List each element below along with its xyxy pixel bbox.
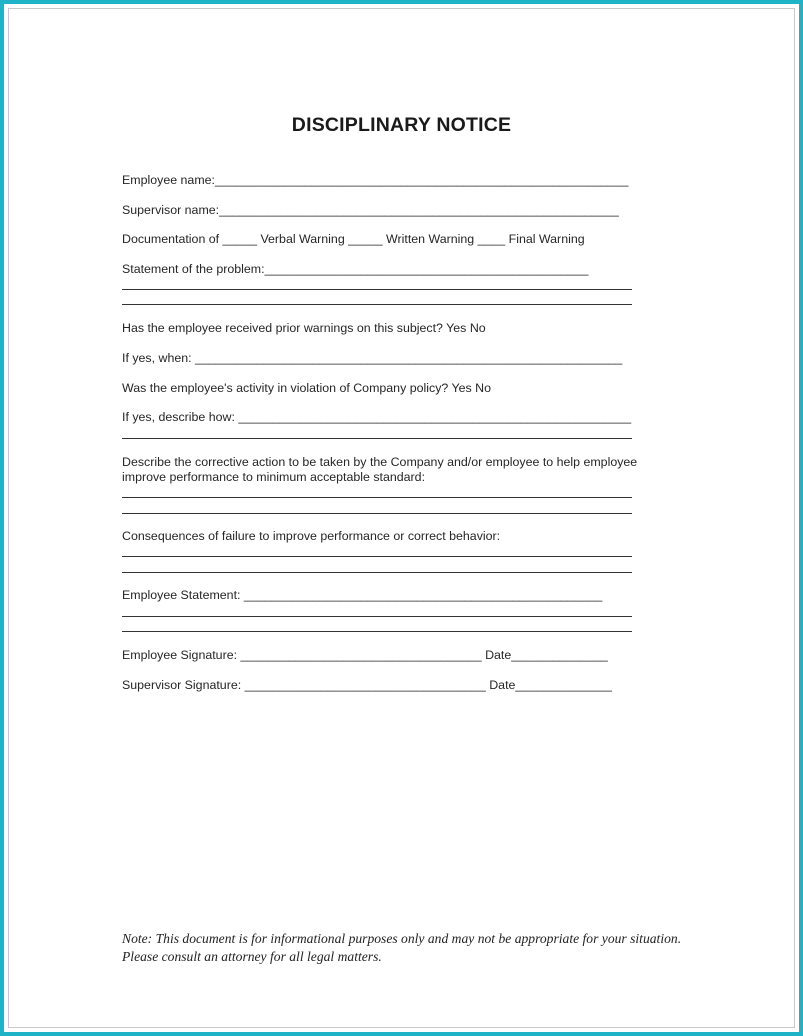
page-inner-border <box>8 8 795 1028</box>
corrective-action-rule-2 <box>122 513 632 514</box>
consequences-label: Consequences of failure to improve performance or correct behavior: <box>122 529 501 543</box>
if-yes-describe-field: If yes, describe how: _________________________________________________________ <box>122 410 632 424</box>
corrective-action-rule-1 <box>122 497 632 498</box>
violation-question: Was the employee's activity in violation of Company policy? Yes No <box>122 381 491 395</box>
supervisor-signature-field: Supervisor Signature: ___________________________________ Date______________ <box>122 678 612 692</box>
document-title: DISCIPLINARY NOTICE <box>291 114 512 136</box>
statement-problem-line-2 <box>122 304 632 305</box>
if-yes-when-field: If yes, when: ______________________________________________________________ <box>122 351 623 365</box>
employee-statement-rule-1 <box>122 616 632 617</box>
statement-problem-line-1 <box>122 289 632 290</box>
statement-problem-field: Statement of the problem:_______________________________________________ <box>122 262 589 276</box>
supervisor-name-field: Supervisor name:__________________________________________________________ <box>122 203 619 217</box>
documentation-field: Documentation of _____ Verbal Warning _____ Written Warning ____ Final Warning <box>122 232 585 246</box>
disclaimer-note: Note: This document is for informational purposes only and may not be appropriate for your situation. Please consult an attorney for all legal matters. <box>122 931 682 964</box>
employee-name-field: Employee name:____________________________________________________________ <box>122 173 629 187</box>
employee-signature-field: Employee Signature: ___________________________________ Date______________ <box>122 648 608 662</box>
employee-statement-rule-2 <box>122 631 632 632</box>
corrective-action-line-1: Describe the corrective action to be taken by the Company and/or employee to help employee <box>122 455 638 469</box>
describe-how-line <box>122 438 632 439</box>
prior-warnings-question: Has the employee received prior warnings on this subject? Yes No <box>122 321 486 335</box>
consequences-rule-2 <box>122 572 632 573</box>
corrective-action-line-2: improve performance to minimum acceptable standard: <box>122 470 426 484</box>
consequences-rule-1 <box>122 556 632 557</box>
employee-statement-field: Employee Statement: ____________________________________________________ <box>122 588 603 602</box>
